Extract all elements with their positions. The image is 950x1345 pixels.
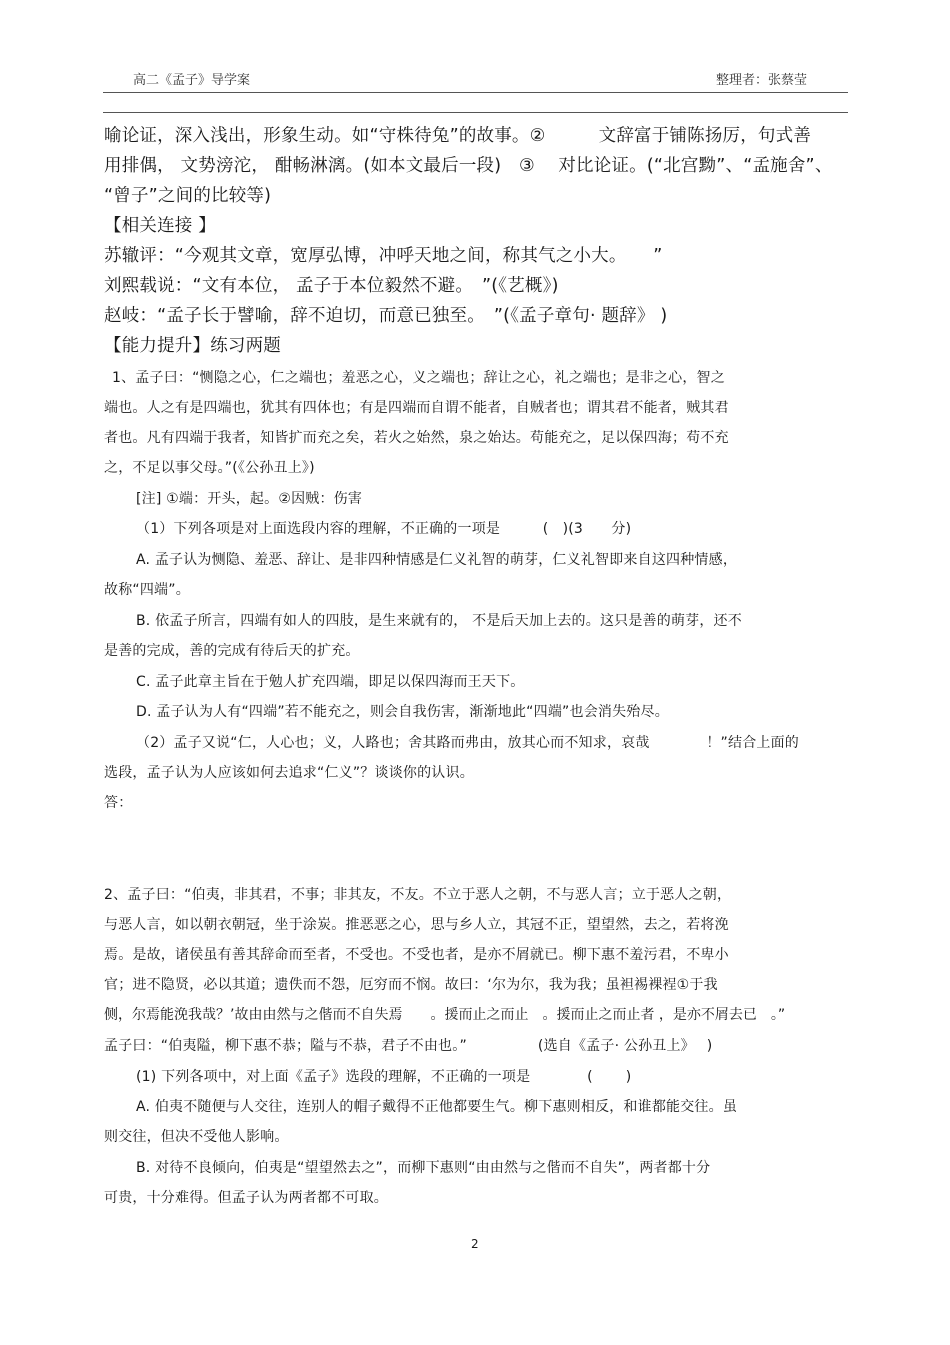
exercise2-option-b: B. 对待不良倾向，伯夷是“望望然去之”，而柳下惠则“由由然与之偕而不自失”，两者都十分 bbox=[136, 1160, 711, 1176]
exercise1-option-d: D. 孟子认为人有“四端”若不能充之，则会自我伤害，渐渐地此“四端”也会消失殆尽。 bbox=[136, 704, 669, 720]
paragraph-line: 喻论证，深入浅出，形象生动。如“守株待兔”的故事。② 文辞富于铺陈扬厉，句式善 bbox=[104, 126, 812, 146]
answer-label: 答： bbox=[104, 795, 133, 811]
exercise2-text-line: 侧，尔焉能浼我哉？’故由由然与之偕而不自失焉 。援而止之而止 。援而止之而止者 ，是亦不屑去已 。” bbox=[104, 1007, 786, 1023]
quote-zhao-qi: 赵岐：“孟子长于譬喻，辞不迫切，而意已独至。 ”(《孟子章句· 题辞》 ) bbox=[104, 306, 668, 326]
exercise1-question2-cont: 选段，孟子认为人应该如何去追求“仁义”？谈谈你的认识。 bbox=[104, 765, 474, 781]
quote-liu-xizai: 刘熙载说：“文有本位， 孟子于本位毅然不避。 ”(《艺概》) bbox=[104, 276, 559, 296]
page-number: 2 bbox=[471, 1237, 479, 1251]
exercise1-option-c: C. 孟子此章主旨在于勉人扩充四端，即足以保四海而王天下。 bbox=[136, 674, 525, 690]
exercise2-question1: (1) 下列各项中，对上面《孟子》选段的理解，不正确的一项是 ( ) bbox=[136, 1069, 632, 1085]
exercise1-option-a-cont: 故称“四端”。 bbox=[104, 582, 190, 598]
exercise1-text-line: 端也。人之有是四端也，犹其有四体也；有是四端而自谓不能者，自贼者也；谓其君不能者，贼其君 bbox=[104, 400, 729, 416]
exercise2-text-line: 孟子曰：“伯夷隘，柳下惠不恭；隘与不恭，君子不由也。” (选自《孟子· 公孙丑上》 ) bbox=[104, 1038, 713, 1054]
paragraph-line: 用排偶， 文势滂沱， 酣畅淋漓。(如本文最后一段) ③ 对比论证。(“北宫黝”、“孟施舍”、 bbox=[104, 156, 833, 176]
quote-su-zhe: 苏辙评：“今观其文章，宽厚弘博，冲呼天地之间，称其气之小大。 ” bbox=[104, 246, 663, 266]
header-rule-bottom bbox=[103, 112, 848, 113]
exercise2-text-line: 官；进不隐贤，必以其道；遗佚而不怨，厄穷而不悯。故曰：‘尔为尔，我为我；虽袒裼裸裎①于我 bbox=[104, 977, 718, 993]
exercise1-option-b: B. 依孟子所言，四端有如人的四肢，是生来就有的， 不是后天加上去的。这只是善的萌芽，还不 bbox=[136, 613, 742, 629]
paragraph-line: “曾子”之间的比较等) bbox=[104, 186, 272, 206]
exercise2-option-a-cont: 则交往，但决不受他人影响。 bbox=[104, 1129, 289, 1145]
section-heading-ability: 【能力提升】练习两题 bbox=[104, 336, 281, 356]
exercise1-text-line: 之，不足以事父母。”(《公孙丑上》) bbox=[104, 460, 315, 476]
exercise1-text-line: 者也。凡有四端于我者，知皆扩而充之矣，若火之始然，泉之始达。苟能充之，足以保四海；苟不充 bbox=[104, 430, 729, 446]
exercise1-option-a: A. 孟子认为恻隐、羞恶、辞让、是非四种情感是仁义礼智的萌芽，仁义礼智即来自这四种情感， bbox=[136, 552, 738, 568]
exercise2-text-line: 2、孟子曰：“伯夷，非其君，不事；非其友，不友。不立于恶人之朝，不与恶人言；立于恶人之朝， bbox=[104, 887, 732, 903]
exercise1-option-b-cont: 是善的完成，善的完成有待后天的扩充。 bbox=[104, 643, 360, 659]
exercise1-text-line: 1、孟子曰：“恻隐之心，仁之端也；羞恶之心，义之端也；辞让之心，礼之端也；是非之心，智之 bbox=[112, 370, 725, 386]
header-title: 高二《孟子》导学案 bbox=[133, 73, 251, 88]
exercise2-option-a: A. 伯夷不随便与人交往，连别人的帽子戴得不正他都要生气。柳下惠则相反，和谁都能交往。虽 bbox=[136, 1099, 738, 1115]
exercise1-question2: （2）孟子又说“仁，人心也；义，人路也；舍其路而弗由，放其心而不知求，哀哉 ！”结合上面的 bbox=[136, 735, 800, 751]
exercise2-option-b-cont: 可贵，十分难得。但孟子认为两者都不可取。 bbox=[104, 1190, 388, 1206]
exercise1-question1: （1）下列各项是对上面选段内容的理解，不正确的一项是 ( )(3 分) bbox=[136, 521, 632, 537]
exercise1-note: [注] ①端：开头，起。②因贼：伤害 bbox=[136, 491, 363, 507]
header-rule-top bbox=[103, 92, 848, 93]
exercise2-text-line: 与恶人言，如以朝衣朝冠，坐于涂炭。推恶恶之心，思与乡人立，其冠不正，望望然，去之，若将浼 bbox=[104, 917, 729, 933]
section-heading-related: 【相关连接 】 bbox=[104, 216, 216, 236]
header-author: 整理者：张蔡莹 bbox=[716, 73, 808, 88]
exercise2-text-line: 焉。是故，诸侯虽有善其辞命而至者，不受也。不受也者，是亦不屑就已。柳下惠不羞污君，不卑小 bbox=[104, 947, 729, 963]
